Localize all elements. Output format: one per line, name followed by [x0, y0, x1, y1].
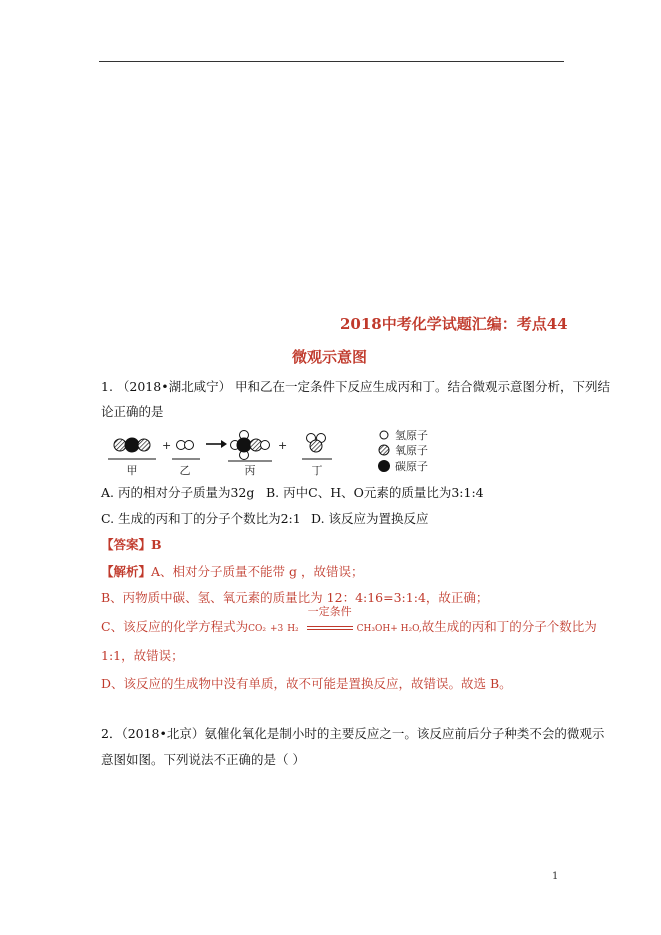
legend-hydrogen: 氢原子 [395, 429, 428, 442]
legend-carbon-icon [378, 460, 390, 472]
equation-condition-arrow [303, 605, 357, 638]
header-rule [99, 61, 564, 62]
q1-stem-line1: 1. （2018•湖北咸宁） 甲和乙在一定条件下反应生成丙和丁。结合微观示意图分析，下列结 [101, 379, 611, 394]
q1-answer: 【答案】B [101, 537, 162, 552]
reaction-arrow [206, 440, 227, 448]
analysis-c-post: 故生成的丙和丁的分子个数比为 [421, 619, 597, 634]
q1-analysis-a-line [101, 561, 364, 583]
q1-analysis-c2: 1:1，故错误； [101, 648, 184, 663]
legend-oxygen-icon [379, 445, 389, 455]
legend-hydrogen-icon [380, 431, 388, 439]
q2-stem-line2: 意图如图。下列说法不正确的是（ ） [101, 752, 305, 767]
label-ding: 丁 [311, 464, 323, 477]
plus-sign-1: + [162, 439, 172, 452]
q1-option-a: A. 丙的相对分子质量为32g [101, 485, 255, 500]
legend-oxygen: 氧原子 [395, 444, 428, 457]
document-subtitle: 微观示意图 [292, 348, 368, 366]
q1-option-c: C. 生成的丙和丁的分子个数比为2:1 [101, 511, 301, 526]
equation-plus: +3 [269, 624, 284, 634]
molecule-ding [307, 434, 326, 453]
equation-h2: H₂ [287, 624, 299, 634]
q2-stem-line1: 2．（2018•北京）氨催化氧化是制小时的主要反应之一。该反应前后分子种类不会的微观示 [101, 726, 605, 741]
molecule-jia [114, 438, 150, 453]
label-bing: 丙 [244, 464, 256, 477]
equation-co2: CO₂ [248, 624, 266, 634]
legend-carbon: 碳原子 [395, 460, 428, 473]
molecule-yi [177, 441, 194, 450]
document-title: 2018中考化学试题汇编：考点44 [340, 315, 568, 333]
q1-option-b: B. 丙中C、H、O元素的质量比为3:1:4 [266, 485, 484, 500]
q1-analysis-d: D、该反应的生成物中没有单质，故不可能是置换反应，故错误。故选 B。 [101, 676, 512, 691]
label-yi: 乙 [179, 464, 191, 477]
analysis-label: 【解析】 [101, 564, 152, 579]
page-number: 1 [552, 871, 559, 882]
molecule-bing [231, 431, 270, 460]
plus-sign-2: + [278, 439, 288, 452]
q1-option-d: D. 该反应为置换反应 [311, 511, 429, 526]
q1-analysis-b: B、丙物质中碳、氢、氧元素的质量比为 12：4:16=3:1:4，故正确； [101, 590, 489, 605]
q1-analysis-c-line [101, 605, 597, 640]
legend [378, 428, 428, 473]
equation-condition: 一定条件 [307, 605, 352, 618]
equation-products: CH₃OH+ H₂O, [356, 624, 422, 634]
label-jia: 甲 [126, 464, 138, 477]
reaction-diagram [108, 428, 448, 480]
analysis-a: A、相对分子质量不能带 g ，故错误； [151, 564, 364, 579]
analysis-c-pre: C、该反应的化学方程式为 [101, 619, 249, 634]
q1-stem-line2: 论正确的是 [101, 404, 164, 419]
